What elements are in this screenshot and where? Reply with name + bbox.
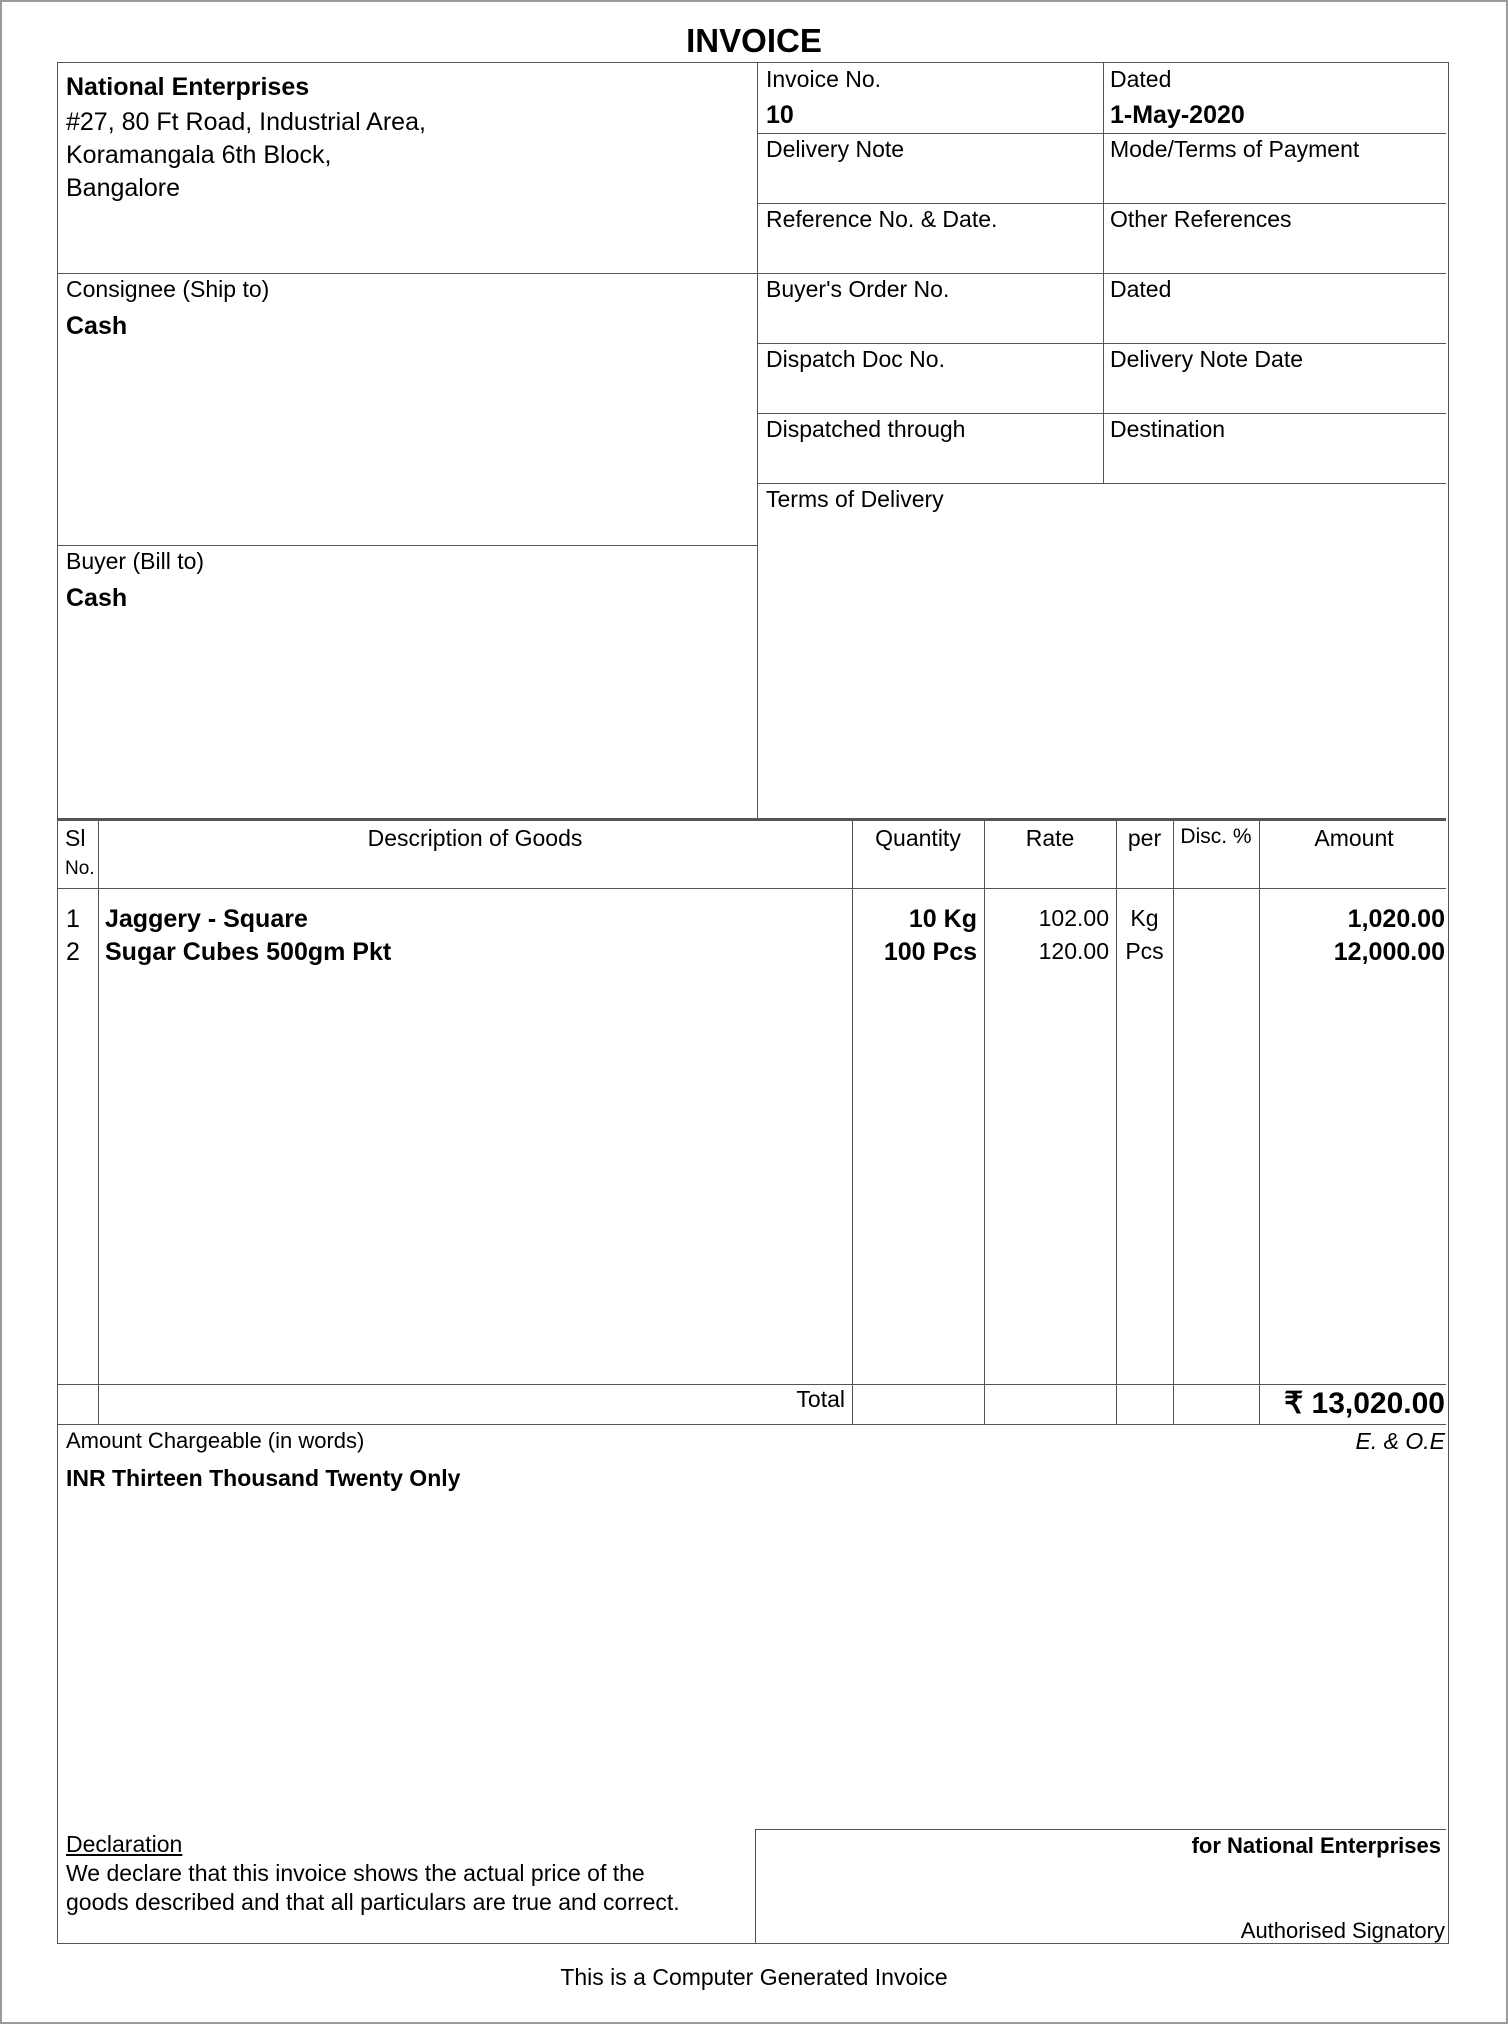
item-quantity: 100 Pcs: [883, 938, 977, 966]
top-divider: [757, 62, 758, 819]
item-description: Jaggery - Square: [105, 905, 308, 933]
reference-label: Reference No. & Date.: [766, 206, 998, 232]
dispatch-doc-label: Dispatch Doc No.: [766, 346, 945, 372]
header-quantity: Quantity: [875, 825, 961, 851]
table-row: [2, 905, 1506, 938]
dispatched-through-label: Dispatched through: [766, 416, 966, 442]
consignee-label: Consignee (Ship to): [66, 276, 270, 302]
total-amount: ₹ 13,020.00: [1284, 1387, 1445, 1420]
other-references-label: Other References: [1110, 206, 1292, 232]
meta-line-3: [757, 273, 1446, 274]
meta-line-4: [757, 343, 1446, 344]
delivery-note-date-label: Delivery Note Date: [1110, 346, 1304, 372]
header-sl: Sl: [65, 825, 86, 851]
amount-words-label: Amount Chargeable (in words): [66, 1428, 365, 1453]
item-per: Pcs: [1125, 938, 1164, 964]
item-amount: 12,000.00: [1333, 938, 1445, 966]
header-sl-no: No.: [65, 858, 95, 879]
meta-line-5: [757, 413, 1446, 414]
declaration-line-1: We declare that this invoice shows the actual price of the: [66, 1860, 645, 1886]
for-company-label: for National Enterprises: [1191, 1833, 1441, 1858]
authorised-signatory: Authorised Signatory: [1240, 1918, 1445, 1943]
seller-address-line-3: Bangalore: [66, 174, 180, 202]
item-quantity: 10 Kg: [908, 905, 977, 933]
table-total-top-line: [57, 1384, 1446, 1385]
dated-label: Dated: [1110, 66, 1172, 92]
seller-name: National Enterprises: [66, 73, 310, 101]
item-rate: 102.00: [1038, 905, 1109, 931]
order-dated-label: Dated: [1110, 276, 1172, 302]
signature-box-top: [755, 1829, 1446, 1830]
header-description: Description of Goods: [367, 825, 583, 851]
signature-box-left: [755, 1829, 756, 1944]
header-per: per: [1127, 825, 1162, 851]
buyer-label: Buyer (Bill to): [66, 548, 205, 574]
table-total-bottom-line: [57, 1424, 1446, 1425]
meta-line-2: [757, 203, 1446, 204]
computer-generated-note: This is a Computer Generated Invoice: [560, 1964, 948, 1990]
amount-words-value: INR Thirteen Thousand Twenty Only: [66, 1465, 461, 1491]
meta-line-1: [757, 133, 1446, 134]
item-sl: 1: [66, 905, 80, 933]
mode-terms-label: Mode/Terms of Payment: [1110, 136, 1360, 162]
eoe-text: E. & O.E: [1355, 1428, 1445, 1454]
terms-of-delivery-label: Terms of Delivery: [766, 486, 944, 512]
consignee-bottom-line: [57, 545, 757, 546]
document-title: INVOICE: [686, 22, 822, 59]
destination-label: Destination: [1110, 416, 1226, 442]
invoice-no-label: Invoice No.: [766, 66, 882, 92]
buyer-value: Cash: [66, 584, 128, 612]
item-rate: 120.00: [1038, 938, 1109, 964]
delivery-note-label: Delivery Note: [766, 136, 905, 162]
declaration-title: Declaration: [66, 1831, 183, 1857]
meta-line-6: [757, 483, 1446, 484]
seller-address-line-1: #27, 80 Ft Road, Industrial Area,: [66, 108, 426, 136]
invoice-frame: [57, 62, 1449, 1944]
table-row: [2, 938, 1506, 971]
item-sl: 2: [66, 938, 80, 966]
header-amount: Amount: [1314, 825, 1394, 851]
invoice-no-value: 10: [766, 101, 794, 129]
buyers-order-label: Buyer's Order No.: [766, 276, 950, 302]
table-top-line: [57, 818, 1446, 821]
seller-address-line-2: Koramangala 6th Block,: [66, 141, 332, 169]
item-per: Kg: [1130, 905, 1159, 931]
item-amount: 1,020.00: [1347, 905, 1445, 933]
table-header-bottom-line: [57, 888, 1446, 889]
item-description: Sugar Cubes 500gm Pkt: [105, 938, 392, 966]
header-disc: Disc. %: [1180, 825, 1252, 848]
header-rate: Rate: [1025, 825, 1075, 851]
total-label: Total: [796, 1386, 845, 1412]
consignee-value: Cash: [66, 312, 128, 340]
seller-bottom-line: [57, 273, 757, 274]
dated-value: 1-May-2020: [1110, 101, 1245, 129]
declaration-line-2: goods described and that all particulars are true and correct.: [66, 1889, 680, 1915]
